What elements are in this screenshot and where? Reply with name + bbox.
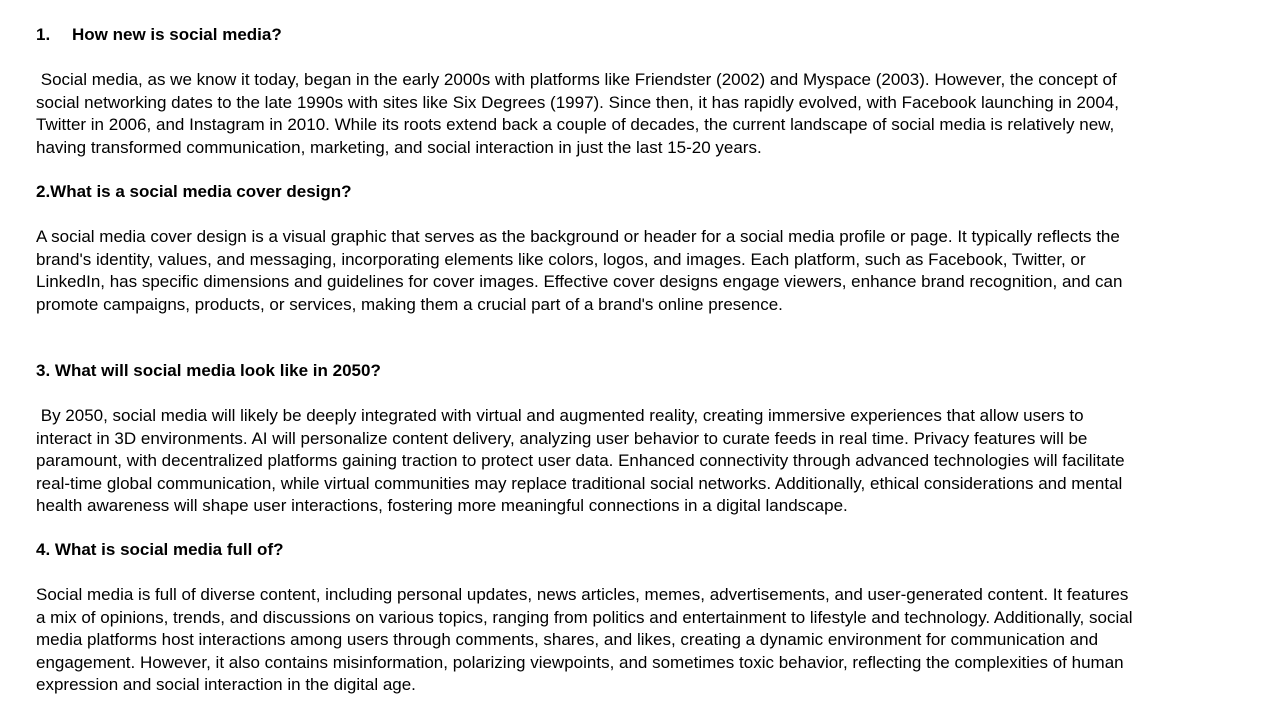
section-4-heading: 4. What is social media full of? (36, 540, 284, 559)
section-1-heading (36, 24, 1246, 47)
section-1-heading-text: How new is social media? (72, 25, 282, 44)
section-2-heading: 2.What is a social media cover design? (36, 182, 352, 201)
section-1-number: 1. (36, 25, 51, 44)
section-1-paragraph: Social media, as we know it today, began in the early 2000s with platforms like Friendster (2002) and Myspace (2003). However, the concept of social networking dates to the late 1990s with sites like Six Degrees (1997). Since then, it has rapidly evolved, with Facebook launching in 2004, Twitter in 2006, and Instagram in 2010. While its roots extend back a couple of decades, the current landscape of social media is relatively new, having transformed communication, marketing, and social interaction in just the last 15-20 years. (36, 70, 1119, 157)
section-2-paragraph: A social media cover design is a visual graphic that serves as the background or header for a social media profile or page. It typically reflects the brand's identity, values, and messaging, incorporating elements like colors, logos, and images. Each platform, such as Facebook, Twitter, or LinkedIn, has specific dimensions and guidelines for cover images. Effective cover designs engage viewers, enhance brand recognition, and can promote campaigns, products, or services, making them a crucial part of a brand's online presence. (36, 227, 1123, 314)
section-4-paragraph: Social media is full of diverse content, including personal updates, news articles, memes, advertisements, and user-generated content. It features a mix of opinions, trends, and discussions on various topics, ranging from politics and entertainment to lifestyle and technology. Additionally, social media platforms host interactions among users through comments, shares, and likes, creating a dynamic environment for communication and engagement. However, it also contains misinformation, polarizing viewpoints, and sometimes toxic behavior, reflecting the complexities of human expression and social interaction in the digital age. (36, 585, 1133, 694)
section-3-paragraph: By 2050, social media will likely be deeply integrated with virtual and augmented reality, creating immersive experiences that allow users to interact in 3D environments. AI will personalize content delivery, analyzing user behavior to curate feeds in real time. Privacy features will be paramount, with decentralized platforms gaining traction to protect user data. Enhanced connectivity through advanced technologies will facilitate real-time global communication, while virtual communities may replace traditional social networks. Additionally, ethical considerations and mental health awareness will shape user interactions, fostering more meaningful connections in a digital landscape. (36, 406, 1125, 515)
section-3-heading: 3. What will social media look like in 2050? (36, 361, 381, 380)
